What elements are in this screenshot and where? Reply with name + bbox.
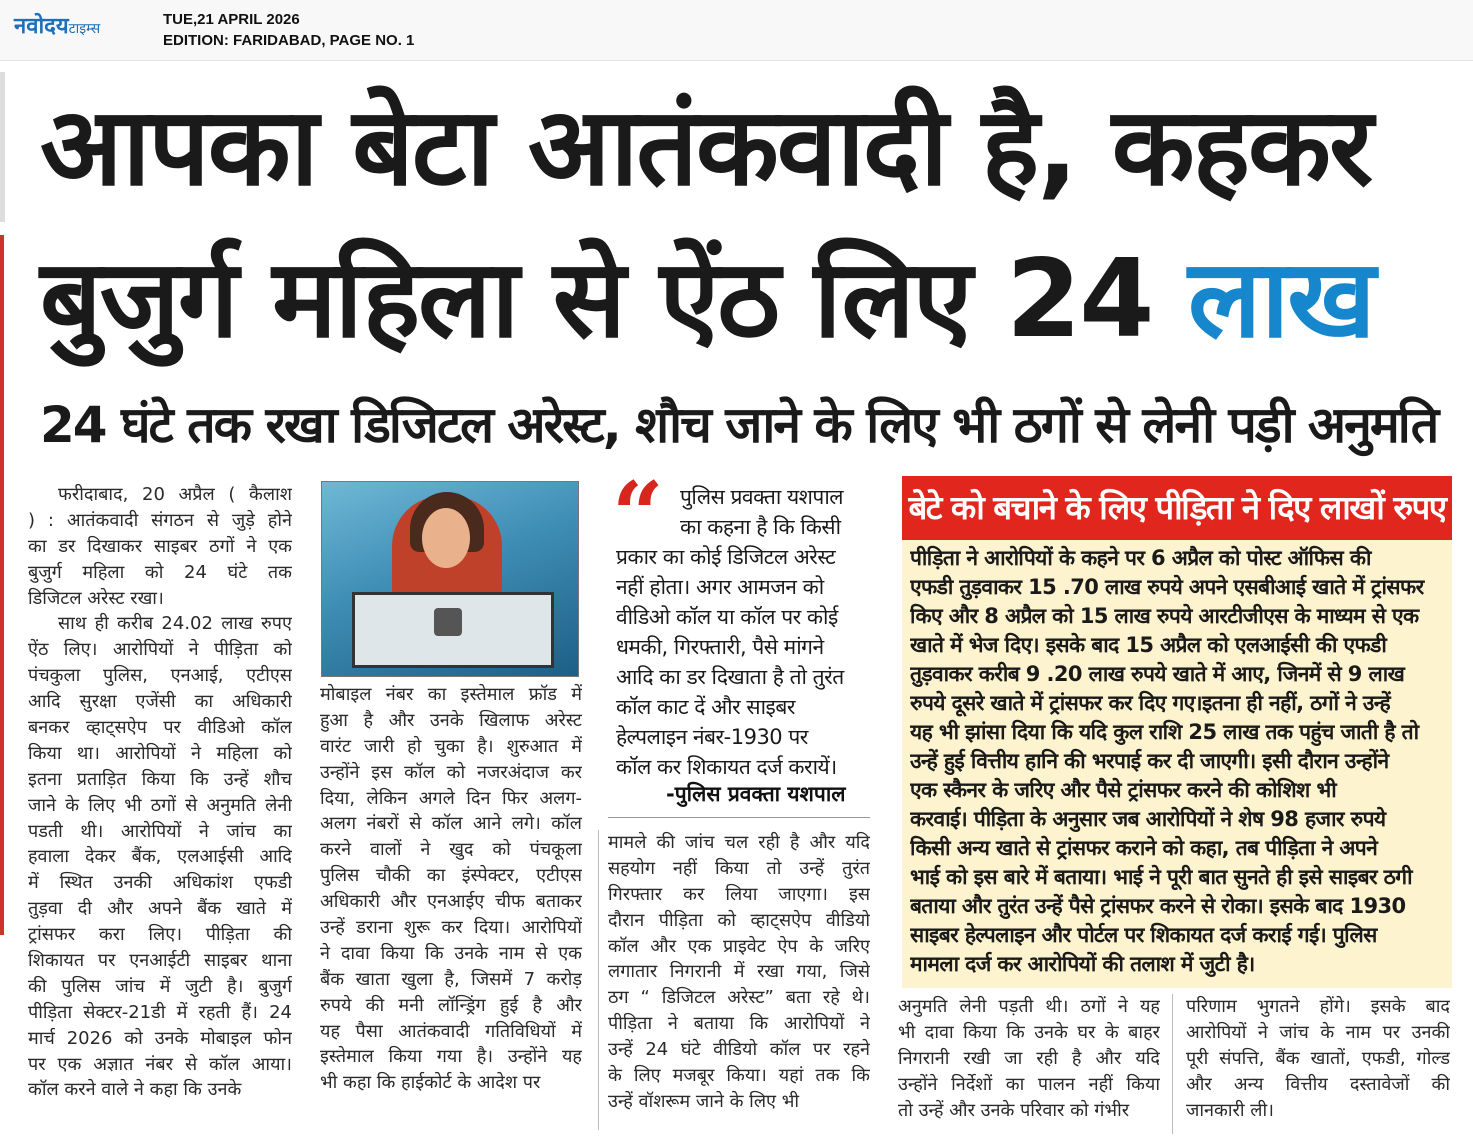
sidebox-line: साइबर हेल्पलाइन और पोर्टल पर शिकायत दर्ज कराई गई। पुलिस — [910, 923, 1377, 947]
photo-face — [422, 508, 470, 568]
quote-line: धमकी, गिरफ्तारी, पैसे मांगने — [616, 635, 824, 659]
text-line: भी दावा किया कि उनके घर के बाहर — [898, 1021, 1160, 1043]
quote-line: नहीं होता। अगर आमजन को — [616, 575, 824, 599]
text-line: कॉल करने वाले ने कहा कि उनके — [28, 1079, 242, 1101]
text-line: ऐंठ लिए। आरोपियों ने पीड़िता को — [28, 639, 292, 661]
sidebox-line: भाई को इस बारे में बताया। भाई ने पूरी बात सुनते ही इसे साइबर ठगी — [910, 865, 1412, 889]
text-line: अनुमति लेनी पड़ती थी। ठगों ने यह — [898, 996, 1160, 1017]
text-line: हवाला देकर बैंक, एलआईसी आदि — [28, 846, 292, 868]
sidebox-line: यह भी झांसा दिया कि यदि कुल राशि 25 लाख तक पहुंच जाती है तो — [910, 720, 1419, 744]
sidebox-line: करवाई। पीड़िता के अनुसार जब आरोपियों ने शेष 98 हजार रुपये — [910, 807, 1386, 831]
text-line: पुलिस चौकी का इंस्पेक्टर, एटीएस — [320, 865, 582, 887]
text-line: उन्होंने निर्देशों का पालन नहीं किया — [898, 1073, 1160, 1095]
text-line: बैंक खाता खुला है, जिसमें 7 करोड़ — [320, 968, 582, 990]
text-line: अलग नंबरों से कॉल आने लगे। कॉल — [320, 813, 582, 835]
sidebox-line: एफडी तुड़वाकर 15 .70 लाख रुपये अपने एसबीआई खाते में ट्रांसफर — [910, 575, 1424, 599]
quote-mark-icon: “ — [612, 462, 664, 568]
text-line: हुआ है और उनके खिलाफ अरेस्ट — [320, 709, 582, 731]
text-line: डिजिटल अरेस्ट रखा। — [28, 587, 164, 609]
quote-line: वीडिओ कॉल या कॉल पर कोई — [616, 605, 838, 629]
text-line: उन्होंने इस कॉल को नजरअंदाज कर — [320, 761, 582, 783]
article-column-5 — [1186, 994, 1450, 1123]
text-line: साथ ही करीब 24.02 लाख रुपए — [58, 613, 292, 635]
text-line: पीड़िता ने बताया कि आरोपियों ने — [608, 1013, 870, 1035]
text-line: मोबाइल नंबर का इस्तेमाल फ्रॉड में — [320, 684, 582, 705]
article-column-2 — [320, 682, 582, 1096]
sidebox-line: रुपये दूसरे खाते में ट्रांसफर कर दिए गए।इतना ही नहीं, ठगों ने उन्हें — [910, 691, 1391, 715]
edition-info — [163, 9, 414, 51]
text-line: शिकायत पर एनआईटी साइबर थाना — [28, 950, 292, 972]
text-line: यह पैसा आतंकवादी गतिविधियों में — [320, 1020, 582, 1042]
column-divider — [1172, 994, 1173, 1134]
text-line: किया था। आरोपियों ने महिला को — [28, 742, 292, 764]
text-line: दिया, लेकिन अगले दिन फिर अलग- — [320, 787, 582, 809]
quote-line: कॉल कर शिकायत दर्ज करायें। — [616, 755, 837, 779]
text-line: बनकर व्हाट्सऐप पर वीडिओ कॉल — [28, 717, 292, 739]
text-line: अधिकारी और एनआईए चीफ बताकर — [320, 891, 582, 913]
text-line: वारंट जारी हो चुका है। शुरुआत में — [320, 735, 582, 757]
article-column-4 — [898, 994, 1160, 1123]
sidebox-line: किसी अन्य खाते से ट्रांसफर कराने को कहा, तब पीड़िता ने अपने — [910, 836, 1378, 860]
sidebox-line: बताया और तुरंत उन्हें पैसे ट्रांसफर करने से रोका। इसके बाद 1930 — [910, 894, 1406, 918]
text-line: पीड़िता सेक्टर-21डी में रहती हैं। 24 — [28, 1001, 292, 1023]
text-line: दौरान पीड़िता को व्हाट्सऐप वीडियो — [608, 909, 870, 931]
sidebox-line: उन्हें हुई वित्तीय हानि की भरपाई कर दी जाएगी। इसी दौरान उन्होंने — [910, 749, 1389, 773]
quote-line: प्रकार का कोई डिजिटल अरेस्ट — [616, 545, 836, 569]
publication-date: TUE,21 APRIL 2026 — [163, 11, 300, 28]
logo-main: नवोदय — [14, 14, 69, 39]
text-line: तो उन्हें और उनके परिवार को गंभीर — [898, 1099, 1130, 1121]
page-edge-red — [0, 235, 4, 935]
headline-line-2 — [40, 237, 1374, 362]
text-line: आरोपियों ने जांच के नाम पर उनकी — [1186, 1021, 1450, 1043]
sidebox-line: पीड़िता ने आरोपियों के कहने पर 6 अप्रैल को पोस्ट ऑफिस की — [910, 546, 1371, 570]
page-edge — [0, 72, 5, 222]
text-line: तुड़वा दी और अपने बैंक खाते में — [28, 898, 292, 920]
text-line: पंचकुला पुलिस, एनआई, एटीएस — [28, 665, 292, 687]
text-line: जाने के लिए भी ठगों से अनुमति लेनी — [28, 794, 292, 816]
text-line: के लिए मजबूर किया। यहां तक कि — [608, 1065, 870, 1087]
text-line: उन्हें वॉशरूम जाने के लिए भी — [608, 1090, 800, 1112]
text-line: में स्थित उनकी अधिकांश एफडी — [28, 872, 292, 894]
text-line: जानकारी ली। — [1186, 1099, 1274, 1121]
divider — [608, 817, 870, 818]
quote-line: पुलिस प्रवक्ता यशपाल — [680, 485, 844, 509]
subheadline: 24 घंटे तक रखा डिजिटल अरेस्ट, शौच जाने के लिए भी ठगों से लेनी पड़ी अनुमति — [40, 396, 1438, 454]
edition-page: EDITION: FARIDABAD, PAGE NO. 1 — [163, 32, 415, 49]
article-column-3 — [608, 830, 870, 1115]
text-line: का डर दिखाकर साइबर ठगों ने एक — [28, 535, 292, 557]
quote-line: कॉल काट दें और साइबर — [616, 695, 795, 719]
text-line: इतना प्रताड़ित किया कि उन्हें शौच — [28, 768, 292, 790]
text-line: आदि सुरक्षा एजेंसी का अधिकारी — [28, 691, 292, 713]
text-line: भी कहा कि हाईकोर्ट के आदेश पर — [320, 1072, 541, 1094]
lock-icon — [434, 608, 462, 636]
text-line: पर एक अज्ञात नंबर से कॉल आया। — [28, 1053, 292, 1075]
text-line: ठग “ डिजिटल अरेस्ट” बता रहे थे। — [608, 987, 870, 1009]
sidebox-line: एक स्कैनर के जरिए और पैसे ट्रांसफर करने की कोशिश भी — [910, 778, 1337, 802]
text-line: पूरी संपत्ति, बैंक खातों, एफडी, गोल्ड — [1186, 1047, 1450, 1069]
sidebox-line: तुड़वाकर करीब 9 .20 लाख रुपये खाते में आए, जिनमें से 9 लाख — [910, 662, 1405, 686]
top-bar — [0, 0, 1473, 61]
article-photo — [321, 481, 579, 677]
text-line: लगातार निगरानी में रखा गया, जिसे — [608, 961, 870, 983]
text-line: फरीदाबाद, 20 अप्रैल ( कैलाश — [58, 484, 292, 505]
headline-line-1: आपका बेटा आतंकवादी है, कहकर — [40, 85, 1372, 210]
sidebox-body — [910, 544, 1444, 979]
text-line: सहयोग नहीं किया तो उन्हें तुरंत — [608, 857, 870, 879]
text-line: इस्तेमाल किया गया है। उन्होंने यह — [320, 1046, 582, 1068]
text-line: परिणाम भुगतने होंगे। इसके बाद — [1186, 996, 1450, 1017]
sidebox-line: खाते में भेज दिए। इसके बाद 15 अप्रैल को एलआईसी की एफडी — [910, 633, 1387, 657]
text-line: पडती थी। आरोपियों ने जांच का — [28, 820, 292, 842]
text-line: निगरानी रखी जा रही है और यदि — [898, 1047, 1160, 1069]
text-line: उन्हें 24 घंटे वीडियो कॉल पर रहने — [608, 1039, 870, 1061]
quote-attribution: -पुलिस प्रवक्ता यशपाल — [666, 782, 846, 806]
quote-line: का कहना है कि किसी — [680, 515, 841, 539]
text-line: ट्रांसफर करा लिए। पीड़िता की — [28, 924, 292, 946]
logo-sub: टाइम्स — [68, 21, 101, 37]
text-line: की पुलिस जांच में जुटी है। बुजुर्ग — [28, 975, 292, 997]
text-line: मामले की जांच चल रही है और यदि — [608, 832, 870, 853]
text-line: और अन्य वित्तीय दस्तावेजों की — [1186, 1073, 1450, 1095]
text-line: रुपये की मनी लॉन्ड्रिंग हुई है और — [320, 994, 582, 1016]
headline-line-2-text: बुजुर्ग महिला से ऐंठ लिए 24 — [40, 237, 1153, 362]
text-line: कॉल और एक प्राइवेट ऐप के जरिए — [608, 935, 870, 957]
sidebox-title: बेटे को बचाने के लिए पीड़िता ने दिए लाखों रुपए — [902, 476, 1452, 540]
sidebox-line: किए और 8 अप्रैल को 15 लाख रुपये आरटीजीएस के माध्यम से एक — [910, 604, 1419, 628]
text-line: बुजुर्ग महिला को 24 घंटे तक — [28, 561, 292, 583]
text-line: मार्च 2026 को उनके मोबाइल फोन — [28, 1027, 292, 1049]
sidebox-line: मामला दर्ज कर आरोपियों की तलाश में जुटी है। — [910, 952, 1255, 976]
text-line: करने वालों ने खुद को पंचकूला — [320, 839, 582, 861]
text-line: ने दावा किया कि उनके नाम से एक — [320, 942, 582, 964]
quote-line: आदि का डर दिखाता है तो तुरंत — [616, 665, 844, 689]
text-line: उन्हें डराना शुरू कर दिया। आरोपियों — [320, 917, 582, 939]
newspaper-logo — [14, 10, 100, 40]
text-line: ) : आतंकवादी संगठन से जुड़े होने — [28, 509, 292, 531]
text-line: गिरफ्तार कर लिया जाएगा। इस — [608, 883, 870, 905]
quote-line: हेल्पलाइन नंबर-1930 पर — [616, 725, 808, 749]
headline-highlight: लाख — [1188, 237, 1374, 362]
article-column-1 — [28, 482, 292, 1103]
column-divider — [598, 830, 599, 1130]
